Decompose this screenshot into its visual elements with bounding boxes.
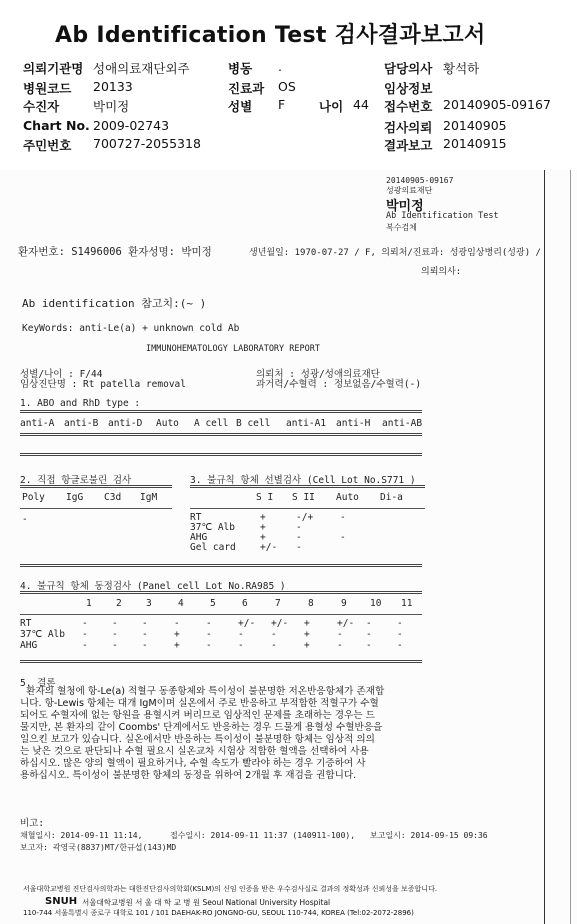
panel-cell: - <box>82 629 88 640</box>
conclusion-line: 일으킨 보고가 있습니다. 실온에서만 반응하는 특이성이 불분명한 항체는 임상적 의의 <box>20 734 375 745</box>
abo-col-header: Auto <box>156 418 179 429</box>
abo-rhd-table <box>20 418 430 432</box>
screen-cell: + <box>260 522 266 533</box>
panel-cell: - <box>337 640 343 651</box>
sex-age: 성별/나이 : F/44 <box>20 369 103 380</box>
abo-col-header: anti-A1 <box>286 418 327 429</box>
sticker-receipt: 20140905-09167 <box>386 176 454 185</box>
sec4-title: 4. 불규칙 항체 동정검사 (Panel cell Lot No.RA985 ) <box>20 581 286 592</box>
ward-value: . <box>278 59 282 74</box>
panel-cell: - <box>366 640 372 651</box>
age-value: 44 <box>353 97 369 112</box>
panel-col-header: 8 <box>308 598 314 609</box>
screen-cell: - <box>296 532 302 543</box>
doctor-label: 담당의사 <box>384 61 433 76</box>
sec1-title: 1. ABO and RhD type : <box>20 398 141 409</box>
hospital-code-value: 20133 <box>93 79 133 94</box>
request-label: 검사의뢰 <box>384 120 433 135</box>
patient-value: 박미정 <box>93 99 130 114</box>
requester-2: 의뢰처 : 성광/성애의료재단 <box>256 369 380 380</box>
received: 접수일시: 2014-09-11 11:37 (140911-100), <box>170 831 356 840</box>
screen-row-label: 37℃ Alb <box>190 522 235 533</box>
screen-row-label: Gel card <box>190 542 236 553</box>
panel-col-header: 10 <box>370 598 382 609</box>
age-label: 나이 <box>319 99 344 114</box>
screen-col-header: S II <box>292 492 315 503</box>
rule <box>20 660 422 663</box>
report-title: Ab Identification Test 검사결과보고서 <box>55 23 486 48</box>
panel-cell: - <box>112 629 118 640</box>
panel-cell: + <box>304 640 310 651</box>
panel-cell: - <box>366 629 372 640</box>
history: 과거력/수혈력 : 정보없음/수혈력(-) <box>256 379 422 390</box>
screen-row-label: AHG <box>190 532 208 543</box>
panel-col-header: 1 <box>86 598 92 609</box>
panel-cell: +/- <box>337 618 355 629</box>
scan-edge-line-2 <box>570 170 571 924</box>
sticker-org: 성광의료재단 <box>386 186 433 195</box>
rule <box>20 485 172 488</box>
footer-address: 110-744 서울특별시 종로구 대학로 101 / 101 DAEHAK-RO JONGNO-GU, SEOUL 110-744, KOREA (Tel:02-2072-2896) <box>23 909 414 917</box>
screen-cell: - <box>296 522 302 533</box>
patient-line-2: 생년월일: 1970-07-27 / F, 의뢰처/진료과: 성광임상병리(성광) / <box>249 248 541 258</box>
rule <box>20 591 422 594</box>
panel-cell: + <box>304 618 310 629</box>
dat-col-header: IgG <box>66 492 84 503</box>
reported: 보고일시: 2014-09-15 09:36 <box>370 831 488 840</box>
ssn-value: 700727-2055318 <box>93 136 201 151</box>
panel-cell: - <box>397 629 403 640</box>
panel-cell: - <box>174 618 180 629</box>
doctor-value: 황석하 <box>443 61 480 76</box>
remarks: 비고: <box>20 818 45 829</box>
panel-cell: - <box>366 618 372 629</box>
institution-value: 성애의료재단외주 <box>93 61 190 76</box>
sticker-test: Ab Identification Test <box>386 211 499 221</box>
panel-col-header: 6 <box>242 598 248 609</box>
screen-col-header: Auto <box>336 492 359 503</box>
sec2-title: 2. 직접 항글로불린 검사 <box>20 475 132 486</box>
panel-cell: + <box>304 629 310 640</box>
footer-hospital: 서울대학교병원 서 울 대 학 교 병 원 Seoul National University Hospital <box>82 898 331 907</box>
screen-cell: + <box>260 512 266 523</box>
conclusion-line: 하십시오. 많은 양의 혈액이 필요하거나, 수혈 속도가 빨라야 하는 경우 기증하여 사 <box>20 758 366 769</box>
screen-cell: + <box>260 532 266 543</box>
panel-cell: - <box>82 640 88 651</box>
screen-col-header: S I <box>256 492 274 503</box>
keywords: KeyWords: anti-Le(a) + unknown cold Ab <box>22 323 240 334</box>
rule <box>20 564 422 567</box>
panel-cell: +/- <box>271 618 289 629</box>
snuh-logo: SNUH <box>45 896 78 907</box>
rule <box>20 614 422 615</box>
abo-col-header: anti-D <box>108 418 143 429</box>
screen-cell: -/+ <box>296 512 314 523</box>
rule <box>20 508 172 509</box>
dat-table <box>20 492 170 532</box>
chart-value: 2009-02743 <box>93 118 170 133</box>
receipt-label: 접수번호 <box>384 99 433 114</box>
rule <box>20 410 422 413</box>
screen-table <box>190 492 425 562</box>
sex-value: F <box>278 97 286 112</box>
rule <box>20 433 422 436</box>
panel-cell: + <box>174 640 180 651</box>
diagnosis: 임상진단명 : Rt patella removal <box>20 379 186 390</box>
panel-cell: - <box>397 618 403 629</box>
rule <box>20 453 422 456</box>
receipt-value: 20140905-09167 <box>443 97 551 112</box>
panel-cell: - <box>142 618 148 629</box>
panel-col-header: 9 <box>341 598 347 609</box>
ssn-label: 주민번호 <box>23 138 72 153</box>
report-value: 20140915 <box>443 136 507 151</box>
sticker-name: 박미정 <box>386 199 424 214</box>
panel-row-label: RT <box>20 618 32 629</box>
panel-cell: + <box>174 629 180 640</box>
abo-col-header: anti-A <box>20 418 55 429</box>
footer-accreditation: 서울대학교병원 진단검사의학과는 대한진단검사의학회(KSLM)의 신임 인증을 받은 우수검사실로 결과의 정확성과 신뢰성을 보증합니다. <box>23 885 438 893</box>
panel-cell: - <box>206 640 212 651</box>
screen-cell: +/- <box>260 542 278 553</box>
scanned-report <box>0 170 577 924</box>
screen-cell: - <box>340 512 346 523</box>
screen-cell: - <box>296 542 302 553</box>
dat-col-header: C3d <box>104 492 122 503</box>
panel-cell: - <box>337 629 343 640</box>
reporter: 보고자: 곽영국(8837)MT/한규섭(143)MD <box>20 843 177 852</box>
panel-row-label: AHG <box>20 640 38 651</box>
panel-cell: - <box>142 640 148 651</box>
rule <box>190 508 425 509</box>
chart-label: Chart No. <box>23 118 90 133</box>
sec3-title: 3. 불규칙 항체 선별검사 (Cell Lot No.S771 ) <box>190 475 416 486</box>
panel-cell: +/- <box>238 618 256 629</box>
conclusion-line: 환자의 혈청에 항-Le(a) 적혈구 동종항체와 특이성이 불분명한 저온반응항체가 존재합 <box>20 686 385 697</box>
screen-row-label: RT <box>190 512 202 523</box>
patient-label: 수진자 <box>23 99 60 114</box>
panel-cell: - <box>271 640 277 651</box>
panel-row-label: 37℃ Alb <box>20 629 65 640</box>
rule <box>190 485 425 488</box>
dept-label: 진료과 <box>228 81 265 96</box>
ref-title: Ab identification 참고치:(~ ) <box>22 297 207 310</box>
hospital-code-label: 병원코드 <box>23 81 72 96</box>
panel-col-header: 7 <box>275 598 281 609</box>
abo-col-header: A cell <box>194 418 229 429</box>
panel-col-header: 5 <box>210 598 216 609</box>
panel-cell: - <box>112 640 118 651</box>
dept-value: OS <box>278 79 296 94</box>
abo-col-header: anti-H <box>336 418 371 429</box>
panel-cell: - <box>82 618 88 629</box>
panel-cell: - <box>206 618 212 629</box>
report-label: 결과보고 <box>384 138 433 153</box>
panel-col-header: 2 <box>116 598 122 609</box>
dat-value: - <box>22 514 28 525</box>
panel-col-header: 11 <box>401 598 413 609</box>
panel-cell: - <box>397 640 403 651</box>
patient-line: 환자번호: S1496006 환자성명: 박미정 <box>18 246 212 258</box>
panel-col-header: 4 <box>178 598 184 609</box>
conclusion-line: 용하십시오. 특이성이 불분명한 항체의 동정을 위하여 2개월 후 재검을 권합니다. <box>20 770 357 781</box>
requester: 의뢰의사: <box>421 267 462 277</box>
collected: 채혈일시: 2014-09-11 11:14, <box>20 831 143 840</box>
dat-col-header: Poly <box>22 492 45 503</box>
panel-cell: - <box>206 629 212 640</box>
abo-col-header: anti-B <box>64 418 99 429</box>
sec5-title: 5. 결론 <box>20 678 56 689</box>
request-value: 20140905 <box>443 118 507 133</box>
lab-title: IMMUNOHEMATOLOGY LABORATORY REPORT <box>146 344 320 354</box>
panel-cell: - <box>238 640 244 651</box>
panel-cell: - <box>238 629 244 640</box>
ward-label: 병동 <box>228 61 253 76</box>
abo-col-header: anti-AB <box>382 418 423 429</box>
conclusion-text <box>20 686 384 782</box>
clinical-label: 임상정보 <box>384 81 433 96</box>
conclusion-line: 니다. 항-Lewis 항체는 대개 IgM이며 실온에서 주로 반응하고 부적합한 적혈구가 수혈 <box>20 698 379 709</box>
scan-edge-line <box>544 170 545 924</box>
screen-cell: - <box>340 532 346 543</box>
panel-table <box>20 598 425 658</box>
conclusion-line: 는 낮은 것으로 판단되나 수혈 필요시 실온교차 시험상 적합한 혈액을 선택하여 사용 <box>20 746 369 757</box>
dat-col-header: IgM <box>140 492 158 503</box>
institution-label: 의뢰기관명 <box>23 61 84 76</box>
panel-cell: - <box>271 629 277 640</box>
conclusion-line: 물지만, 본 환자의 같이 Coombs' 단계에서도 반응하는 경우 드물게 용혈성 수혈반응을 <box>20 722 383 733</box>
abo-col-header: B cell <box>236 418 271 429</box>
panel-cell: - <box>142 629 148 640</box>
panel-cell: - <box>112 618 118 629</box>
sticker-note: 복수검체 <box>386 223 417 232</box>
sex-label: 성별 <box>228 99 253 114</box>
screen-col-header: Di-a <box>380 492 403 503</box>
panel-col-header: 3 <box>146 598 152 609</box>
conclusion-line: 되어도 수혈자에 없는 항원을 용혈시켜 버리므로 임상적인 문제를 초래하는 경우는 드 <box>20 710 375 721</box>
